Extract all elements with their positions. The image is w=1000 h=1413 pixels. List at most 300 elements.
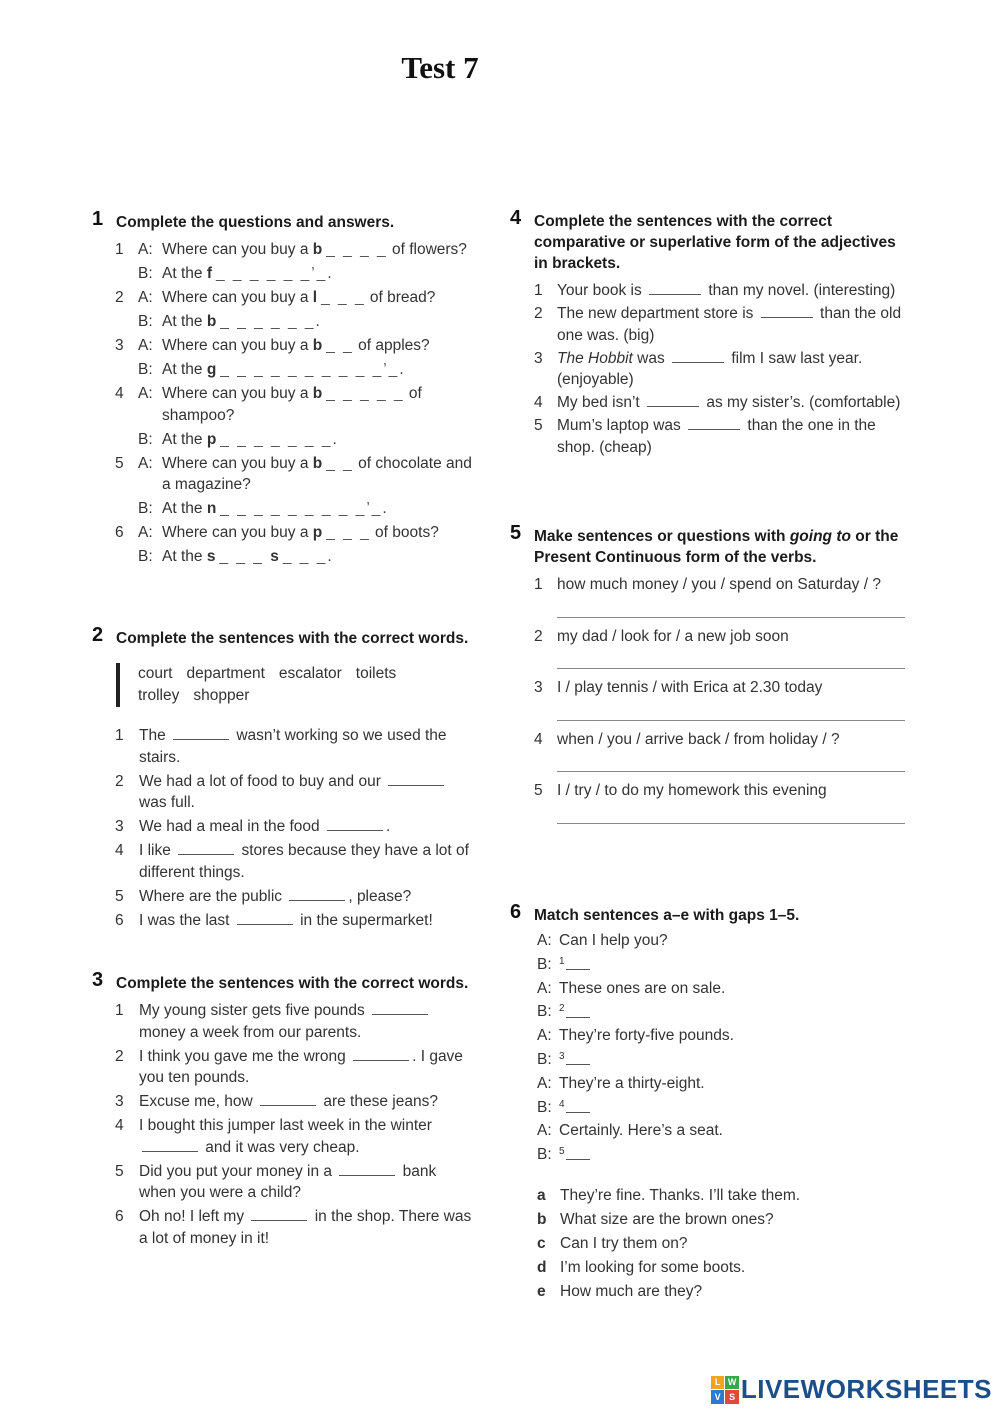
exercise-number: 6: [510, 901, 522, 923]
text-before: I was the last: [139, 911, 234, 929]
item-number: 5: [115, 887, 124, 905]
dialogue-text: [559, 980, 725, 998]
first-letter: b: [312, 385, 323, 402]
letter-blanks[interactable]: _ _ _: [321, 289, 366, 306]
letter-blanks[interactable]: _ _ _ _ _: [326, 385, 405, 402]
letter-blanks[interactable]: _ _ _ _ _ _ _ _ _’_: [220, 500, 383, 517]
logo-tile: V: [711, 1390, 725, 1404]
word-option: escalator: [278, 665, 342, 682]
speaker-label: B:: [138, 265, 153, 282]
word-option: trolley: [138, 687, 180, 704]
exercise-instruction: Complete the sentences with the correct words.: [116, 975, 469, 992]
answer-blank[interactable]: [339, 1164, 395, 1176]
option-letter: d: [537, 1258, 547, 1276]
first-letter: p: [206, 430, 217, 448]
first-letter: n: [206, 500, 217, 517]
exercise-number: 1: [92, 208, 104, 230]
answer-blank[interactable]: [761, 306, 813, 318]
text-after: film I saw last year. (enjoyable): [557, 349, 863, 388]
prompt-item: [510, 626, 910, 648]
text-after: stores because they have a lot of different things.: [139, 842, 469, 881]
text-before: At the: [162, 313, 207, 330]
sentence-item: [510, 280, 910, 302]
item-number: 5: [534, 782, 543, 799]
text-before: We had a meal in the food: [139, 818, 324, 835]
answer-line[interactable]: [557, 707, 905, 721]
letter-blanks[interactable]: _ _ _: [326, 524, 371, 541]
gap-number: 3: [559, 1050, 565, 1062]
text-after: of shampoo?: [162, 385, 422, 424]
first-letter: l: [312, 289, 318, 306]
dialogue-line: [510, 1146, 910, 1170]
logo-tile: L: [711, 1376, 725, 1390]
text-after: .: [385, 818, 391, 835]
text-after: in the supermarket!: [295, 911, 433, 929]
option-text: They’re fine. Thanks. I’ll take them.: [560, 1186, 801, 1204]
prompt-item: [510, 677, 910, 699]
exercise-6: [510, 901, 910, 1304]
exercise-instruction: Complete the sentences with the correct words.: [116, 630, 469, 647]
item-number: 4: [534, 394, 543, 411]
letter-blanks[interactable]: _ _: [326, 454, 354, 472]
text-after: of boots?: [370, 524, 439, 541]
exercise-heading: [92, 208, 477, 233]
dialogue-line: [510, 932, 910, 956]
exercise-heading: [510, 522, 910, 568]
text-after: of bread?: [365, 289, 436, 306]
text-before: My bed isn’t: [557, 394, 645, 411]
item-number: 2: [534, 305, 543, 322]
speaker-label: B:: [537, 1003, 552, 1021]
exercise-number: 5: [510, 522, 522, 544]
prompt-item: [510, 574, 910, 596]
text-after: bank when you were a child?: [139, 1162, 437, 1201]
logo-icon: [711, 1376, 739, 1404]
text-after: money a week from our parents.: [139, 1023, 362, 1041]
text-before: Did you put your money in a: [139, 1162, 337, 1180]
speaker-label: A:: [138, 289, 153, 306]
text-before: I bought this jumper last week in the winter: [139, 1117, 432, 1134]
item-text: [92, 1206, 477, 1249]
option-text: Can I try them on?: [560, 1234, 688, 1252]
question-item: [92, 383, 477, 426]
dialogue-text: [559, 1027, 734, 1045]
text-before: At the: [162, 548, 207, 565]
sentence-item: [92, 771, 477, 814]
text-after: .: [327, 265, 332, 282]
answer-blank[interactable]: [173, 728, 229, 740]
answer-blank[interactable]: [566, 1148, 590, 1160]
page-title: Test 7: [401, 50, 479, 85]
item-number: 2: [115, 1047, 124, 1065]
sentence-item: [92, 840, 477, 883]
item-text: [92, 840, 477, 883]
speaker-label: B:: [537, 1098, 552, 1116]
answer-blank[interactable]: [251, 1209, 307, 1221]
item-text: [510, 348, 910, 391]
sentence-item: [510, 303, 910, 346]
item-number: 3: [534, 679, 543, 696]
line-text: Can I help you?: [559, 932, 668, 949]
prompt-text: I / play tennis / with Erica at 2.30 today: [557, 679, 823, 696]
text-after: . I gave you ten pounds.: [139, 1047, 463, 1086]
text-after: are these jeans?: [319, 1093, 438, 1110]
option-letter: c: [537, 1234, 546, 1252]
text-after: than the one in the shop. (cheap): [557, 417, 876, 456]
exercise-number: 3: [92, 969, 104, 991]
item-text: [510, 303, 910, 346]
question-item: [92, 453, 477, 496]
letter-blanks[interactable]: _ _ _ _ _ _ _: [220, 430, 333, 448]
line-text: They’re a thirty-eight.: [559, 1074, 705, 1092]
gap-number: 5: [559, 1146, 565, 1158]
text-before: was: [632, 349, 670, 367]
prompt-item: [510, 729, 910, 751]
speaker-label: B:: [138, 500, 153, 517]
item-number: 2: [115, 772, 124, 790]
exercise-number: 4: [510, 207, 522, 229]
dialogue-text: [559, 1051, 590, 1070]
sentence-item: [92, 1161, 477, 1204]
item-number: 3: [115, 818, 124, 835]
word-option: department: [186, 665, 265, 682]
question-item: [92, 522, 477, 544]
speaker-label: A:: [138, 241, 153, 258]
item-number: 3: [534, 349, 543, 367]
text-before: Where can you buy a: [162, 524, 313, 541]
text-before: The: [139, 727, 171, 744]
item-number: 3: [115, 337, 124, 354]
exercise-heading: [92, 969, 477, 994]
prompt-text: how much money / you / spend on Saturday / ?: [557, 576, 881, 593]
item-text: [510, 415, 910, 458]
sentence-item: [92, 886, 477, 908]
dialogue-line: [510, 1099, 910, 1123]
answer-line[interactable]: [557, 604, 905, 618]
option-item: [510, 1232, 910, 1256]
text-after: wasn’t working so we used the stairs.: [139, 727, 447, 766]
sentence-item: [92, 816, 477, 838]
first-letter: b: [312, 337, 323, 354]
speaker-label: B:: [138, 430, 153, 448]
question-item: [92, 429, 477, 451]
letter-blanks[interactable]: _ _ _ _ _ _’_: [215, 265, 328, 282]
item-text: [92, 1046, 477, 1089]
item-number: 2: [534, 627, 543, 645]
speaker-label: A:: [138, 454, 153, 472]
answer-blank[interactable]: [647, 395, 699, 407]
item-number: 6: [115, 524, 124, 541]
exercise-number: 2: [92, 624, 104, 646]
text-before: Where can you buy a: [162, 241, 313, 258]
text-before: Your book is: [557, 282, 647, 299]
speaker-label: B:: [138, 548, 153, 565]
text-before: At the: [162, 500, 207, 517]
first-letter: f: [206, 265, 212, 282]
item-number: 1: [115, 727, 124, 744]
sentence-item: [510, 415, 910, 458]
answer-blank[interactable]: [566, 1006, 590, 1018]
question-item: [92, 239, 477, 261]
answer-blank[interactable]: [142, 1140, 198, 1152]
sentence-item: [510, 348, 910, 391]
item-number: 5: [115, 1162, 124, 1180]
gap-number: 4: [559, 1098, 565, 1110]
option-text: I’m looking for some boots.: [560, 1258, 746, 1276]
answer-blank[interactable]: [237, 913, 293, 925]
dialogue-line: [510, 1075, 910, 1099]
first-letter: g: [206, 361, 217, 378]
text-before: Where can you buy a: [162, 385, 313, 402]
answer-options: [510, 1184, 910, 1304]
word-option: shopper: [193, 687, 250, 704]
text-after: .: [315, 313, 320, 330]
text-before: At the: [162, 430, 207, 448]
text-before: I like: [139, 842, 176, 859]
option-letter: e: [537, 1282, 546, 1300]
dialogue-text: [559, 956, 590, 975]
text-before: At the: [162, 265, 207, 282]
speaker-label: B:: [537, 955, 552, 973]
exercise-5-items: [510, 574, 910, 824]
book-title: The Hobbit: [557, 349, 633, 367]
liveworksheets-logo: [711, 1374, 992, 1405]
exercise-heading: [92, 624, 477, 649]
prompt-text: my dad / look for / a new job soon: [557, 627, 789, 645]
text-before: Where can you buy a: [162, 337, 313, 354]
question-item: [92, 311, 477, 333]
gap-number: 1: [559, 955, 565, 967]
text-after: in the shop. There was a lot of money in it!: [139, 1208, 472, 1247]
speaker-label: A:: [138, 524, 153, 541]
left-column: [92, 0, 477, 1413]
answer-blank[interactable]: [566, 1101, 590, 1113]
text-before: Mum’s laptop was: [557, 417, 686, 434]
answer-blank[interactable]: [372, 1003, 428, 1015]
dialogue-line: [510, 980, 910, 1004]
text-before: We had a lot of food to buy and our: [139, 772, 386, 790]
text-after: as my sister’s. (comfortable): [702, 394, 901, 411]
item-text: [92, 1000, 477, 1043]
option-item: [510, 1256, 910, 1280]
answer-blank[interactable]: [388, 774, 444, 786]
line-text: Certainly. Here’s a seat.: [559, 1122, 723, 1140]
answer-blank[interactable]: [566, 958, 590, 970]
dialogue-text: [559, 1099, 590, 1118]
speaker-label: A:: [537, 932, 552, 949]
dialogue-text: [559, 1075, 705, 1093]
sentence-item: [92, 725, 477, 768]
word-box: [116, 663, 416, 707]
letter-blanks[interactable]: _ _ _ _ _ _ _ _ _ _’_: [220, 361, 400, 378]
item-text: [92, 886, 477, 908]
dialogue-line: [510, 956, 910, 980]
answer-line[interactable]: [557, 810, 905, 824]
item-text: [92, 725, 477, 768]
exercise-instruction: Complete the questions and answers.: [116, 214, 395, 231]
exercise-instruction: Match sentences a–e with gaps 1–5.: [534, 907, 800, 924]
exercise-3-items: [92, 1000, 477, 1249]
dialogue-line: [510, 1003, 910, 1027]
question-item: [92, 546, 477, 568]
option-text: What size are the brown ones?: [560, 1210, 774, 1228]
exercise-4-items: [510, 280, 910, 458]
text-before: I think you gave me the wrong: [139, 1047, 351, 1065]
dialogue-line: [510, 1051, 910, 1075]
item-number: 2: [115, 289, 124, 306]
exercise-1: [92, 208, 477, 570]
letter-blanks[interactable]: _ _ _: [282, 548, 328, 565]
dialogue-text: [559, 1003, 590, 1022]
item-text: [510, 392, 910, 414]
prompt-item: [510, 780, 910, 802]
answer-line[interactable]: [557, 655, 905, 669]
item-number: 6: [115, 1208, 124, 1225]
text-after: was full.: [139, 794, 195, 811]
letter-blanks[interactable]: _ _ _: [219, 548, 271, 565]
sentence-item: [92, 1046, 477, 1089]
exercise-heading: [510, 901, 910, 926]
question-item: [92, 359, 477, 381]
text-before: Where are the public: [139, 887, 287, 905]
answer-blank[interactable]: [327, 819, 383, 831]
text-before: Where can you buy a: [162, 289, 313, 306]
line-text: These ones are on sale.: [559, 979, 726, 997]
dialogue: [510, 932, 910, 1170]
item-number: 4: [534, 730, 543, 748]
text-before: At the: [162, 361, 207, 378]
letter-blanks[interactable]: _ _ _ _ _ _: [220, 313, 316, 330]
question-item: [92, 335, 477, 357]
option-letter: a: [537, 1186, 546, 1204]
exercise-2: [92, 624, 477, 934]
text-before: The new department store is: [557, 305, 758, 322]
exercise-1-items: [92, 239, 477, 568]
text-after: than my novel. (interesting): [704, 282, 896, 299]
prompt-text: I / try / to do my homework this evening: [557, 782, 827, 799]
first-letter: p: [312, 524, 323, 541]
sentence-item: [92, 1115, 477, 1158]
speaker-label: A:: [537, 1122, 552, 1140]
text-after: .: [382, 500, 387, 517]
item-number: 5: [534, 417, 543, 434]
text-after: .: [332, 430, 337, 448]
speaker-label: A:: [537, 979, 552, 997]
word-option: toilets: [355, 665, 397, 682]
logo-text: LIVEWORKSHEETS: [740, 1374, 992, 1404]
answer-blank[interactable]: [289, 889, 345, 901]
letter-blanks[interactable]: _ _: [326, 337, 354, 354]
item-text: [92, 1115, 477, 1158]
sentence-item: [510, 392, 910, 414]
sentence-item: [92, 910, 477, 932]
item-text: [92, 1091, 477, 1113]
first-letter: b: [206, 313, 217, 330]
logo-tile: S: [725, 1390, 739, 1404]
speaker-label: A:: [138, 337, 153, 354]
text-after: and it was very cheap.: [201, 1138, 360, 1156]
prompt-text: when / you / arrive back / from holiday / ?: [557, 730, 840, 748]
question-item: [92, 287, 477, 309]
item-text: [92, 771, 477, 814]
answer-blank[interactable]: [178, 843, 234, 855]
speaker-label: B:: [537, 1146, 552, 1164]
dialogue-text: [559, 1146, 590, 1165]
answer-blank[interactable]: [353, 1049, 409, 1061]
logo-tile: W: [725, 1376, 739, 1390]
sentence-item: [92, 1000, 477, 1043]
exercise-instruction: Make sentences or questions with going to or the Present Continuous form of the verbs.: [534, 528, 899, 566]
speaker-label: B:: [138, 361, 153, 378]
text-after: .: [399, 361, 404, 378]
item-number: 1: [115, 1002, 124, 1019]
answer-blank[interactable]: [566, 1053, 590, 1065]
second-letter: s: [270, 548, 279, 565]
item-text: [92, 816, 477, 838]
line-text: They’re forty-five pounds.: [559, 1027, 734, 1045]
item-number: 5: [115, 454, 124, 472]
exercise-3: [92, 969, 477, 1252]
speaker-label: A:: [537, 1027, 552, 1045]
exercise-2-items: [92, 725, 477, 931]
text-after: .: [327, 548, 332, 565]
word-option: court: [138, 665, 173, 682]
item-text: [510, 280, 910, 302]
item-number: 1: [115, 241, 124, 258]
dialogue-line: [510, 1122, 910, 1146]
item-text: [92, 1161, 477, 1204]
letter-blanks[interactable]: _ _ _ _: [326, 241, 388, 258]
text-after: of chocolate and a magazine?: [162, 454, 472, 493]
item-text: [92, 910, 477, 932]
sentence-item: [92, 1206, 477, 1249]
exercise-5: [510, 522, 910, 832]
answer-blank[interactable]: [649, 283, 701, 295]
text-after: than the old one was. (big): [557, 305, 902, 344]
answer-line[interactable]: [557, 758, 905, 772]
sentence-item: [92, 1091, 477, 1113]
text-before: Excuse me, how: [139, 1093, 258, 1110]
item-number: 4: [115, 385, 124, 402]
text-after: of flowers?: [387, 241, 467, 258]
exercise-4: [510, 207, 910, 460]
item-number: 4: [115, 842, 124, 859]
dialogue-text: [559, 932, 668, 950]
text-before: Where can you buy a: [162, 454, 313, 472]
text-after: , please?: [348, 887, 412, 905]
question-item: [92, 498, 477, 520]
answer-blank[interactable]: [688, 418, 740, 430]
gap-number: 2: [559, 1003, 565, 1015]
speaker-label: B:: [537, 1050, 552, 1068]
option-letter: b: [537, 1210, 547, 1228]
option-item: [510, 1184, 910, 1208]
exercise-instruction: Complete the sentences with the correct comparative or superlative form of the adjectives in brackets.: [534, 213, 896, 272]
item-number: 3: [115, 1093, 124, 1110]
question-item: [92, 263, 477, 285]
option-item: [510, 1280, 910, 1304]
dialogue-line: [510, 1027, 910, 1051]
speaker-label: B:: [138, 313, 153, 330]
right-column: [510, 0, 910, 1413]
option-text: How much are they?: [560, 1282, 703, 1300]
speaker-label: A:: [138, 385, 153, 402]
option-item: [510, 1208, 910, 1232]
answer-blank[interactable]: [260, 1094, 316, 1106]
item-number: 6: [115, 911, 124, 929]
answer-blank[interactable]: [672, 351, 724, 363]
first-letter: s: [206, 548, 216, 565]
